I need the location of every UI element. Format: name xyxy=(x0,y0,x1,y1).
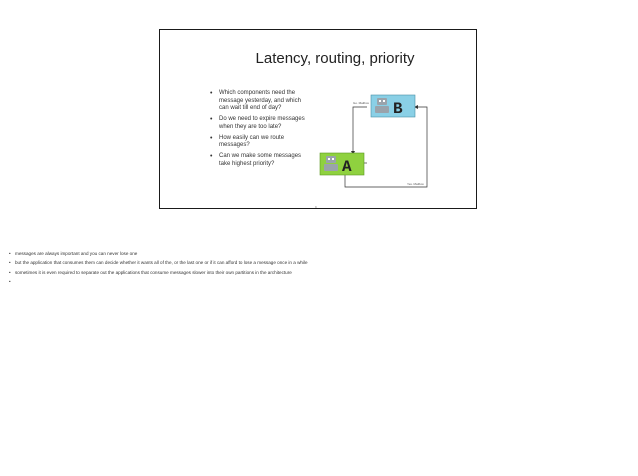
speaker-notes xyxy=(9,249,629,277)
edge-top-label: Go. Mailbox xyxy=(353,101,370,105)
note-item: • messages are always important and you can never lose one xyxy=(9,249,629,258)
note-item: • but the application that consumes them can decide whether it wants all of the, or the last one or if it can afford to lose a message once in a while xyxy=(9,258,629,267)
slide-bullet: • Do we need to expire messages when they are too late? xyxy=(210,116,312,131)
slide xyxy=(159,29,477,209)
edge-b-to-a xyxy=(353,107,367,153)
routing-diagram xyxy=(315,85,435,200)
edge-bottom-label: Yes. Mailbox xyxy=(407,182,424,186)
slide-title: Latency, routing, priority xyxy=(255,50,415,67)
slide-bullet: • Which components need the message yesterday, and which can wait till end of day? xyxy=(210,90,312,113)
node-a-label: A xyxy=(342,158,352,176)
node-b-label: B xyxy=(393,100,403,118)
slide-bullet: • How easily can we route messages? xyxy=(210,135,312,150)
slide-bullet-list xyxy=(210,90,312,172)
slide-bullet: • Can we make some messages take highest priority? xyxy=(210,153,312,168)
note-item: • sometimes it is even required to separate out the applications that consume messages slower into their own partitions in the architecture xyxy=(9,268,629,277)
slide-number: 9 xyxy=(315,205,317,209)
